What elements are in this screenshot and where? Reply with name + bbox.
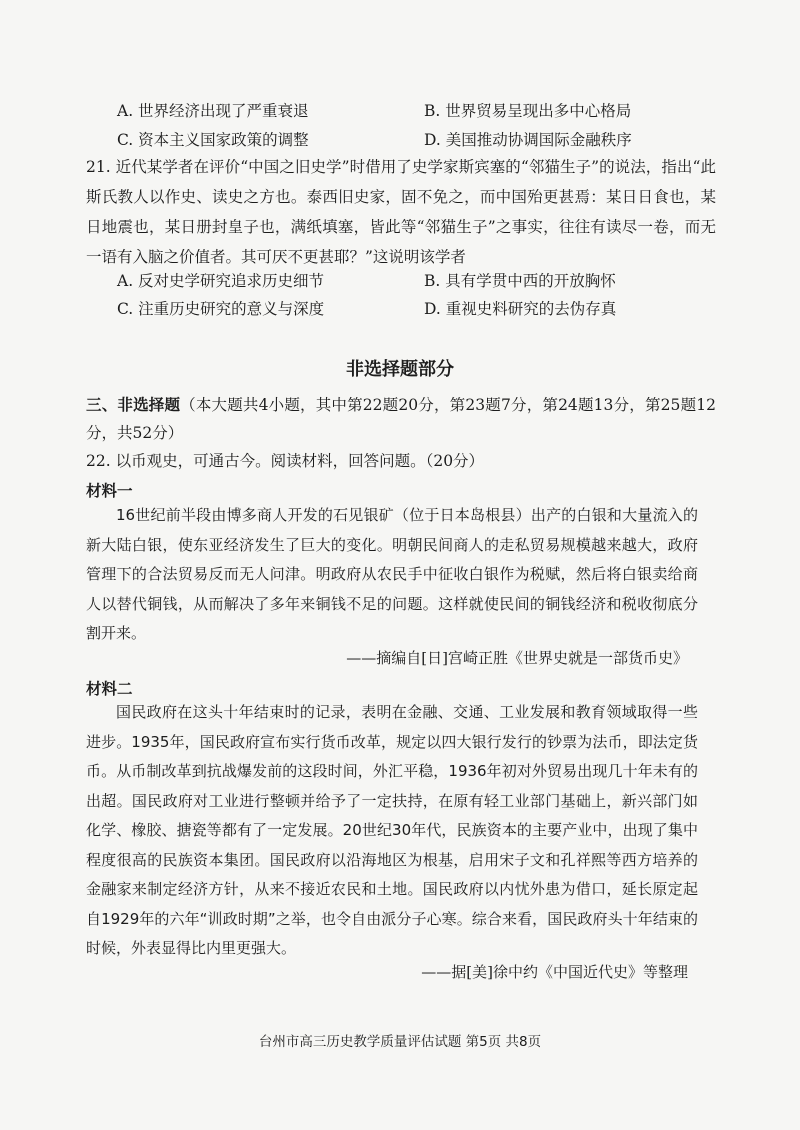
q21-stem: 21. 近代某学者在评价“中国之旧史学”时借用了史学家斯宾塞的“邻猫生子”的说法，指出“此斯氏教人以作史、读史之方也。泰西旧史家，固不免之，而中国殆更甚焉：某日日食也，某日地震也，某日册封皇子也，满纸填塞，皆此等“邻猫生子”之事实，往往有读尽一卷，而无一语有入脑之价值者。其可厌不更甚耶？”这说明该学者 (86, 158, 716, 266)
q21-option-c: C. 注重历史研究的意义与深度 (117, 300, 325, 318)
q21-option-b: B. 具有学贯中西的开放胸怀 (424, 272, 616, 290)
q22-stem: 22. 以币观史，可通古今。阅读材料，回答问题。（20分） (86, 452, 485, 470)
material2-source: ——据[美]徐中约《中国近代史》等整理 (421, 963, 688, 981)
q20-option-d: D. 美国推动协调国际金融秩序 (424, 131, 632, 149)
page-footer: 台州市高三历史教学质量评估试题 第5页 共8页 (258, 1034, 542, 1050)
material2-text: 国民政府在这头十年结束时的记录，表明在金融、交通、工业发展和教育领域取得一些进步。1935年，国民政府宣布实行货币改革，规定以四大银行发行的钞票为法币，即法定货币。从币制改革到抗战爆发前的这段时间，外汇平稳，1936年初对外贸易出现几十年未有的出超。国民政府对工业进行整顿并给予了一定扶持，在原有轻工业部门基础上，新兴部门如化学、橡胶、搪瓷等都有了一定发展。20世纪30年代，民族资本的主要产业中，出现了集中程度很高的民族资本集团。国民政府以沿海地区为根基，启用宋子文和孔祥熙等西方培养的金融家来制定经济方针，从来不接近农民和土地。国民政府以内忧外患为借口，延长原定起自1929年的六年“训政时期”之举，也令自由派分子心寒。综合来看，国民政府头十年结束的时候，外表显得比内里更强大。 (86, 703, 698, 957)
section-title: 非选择题部分 (346, 359, 454, 380)
q20-option-a: A. 世界经济出现了严重衰退 (117, 102, 309, 120)
material2-label: 材料二 (86, 680, 133, 698)
q20-option-b: B. 世界贸易呈现出多中心格局 (424, 102, 632, 120)
q20-option-c: C. 资本主义国家政策的调整 (117, 131, 309, 149)
material1-label: 材料一 (86, 482, 133, 500)
q21-option-a: A. 反对史学研究追求历史细节 (117, 272, 325, 290)
q21-option-d: D. 重视史料研究的去伪存真 (424, 300, 617, 318)
part3-label: 三、非选择题 (86, 396, 181, 414)
part3-instruction (86, 391, 716, 447)
part3-instruction-text: （本大题共4小题，其中第22题20分，第23题7分，第24题13分，第25题12分，共52分） (86, 396, 716, 442)
material1-text: 16世纪前半段由博多商人开发的石见银矿（位于日本岛根县）出产的白银和大量流入的新大陆白银，使东亚经济发生了巨大的变化。明朝民间商人的走私贸易规模越来越大，政府管理下的合法贸易反而无人问津。明政府从农民手中征收白银作为税赋，然后将白银卖给商人以替代铜钱，从而解决了多年来铜钱不足的问题。这样就使民间的铜钱经济和税收彻底分割开来。 (86, 506, 698, 642)
material1-source: ——摘编自[日]宫崎正胜《世界史就是一部货币史》 (346, 649, 688, 667)
